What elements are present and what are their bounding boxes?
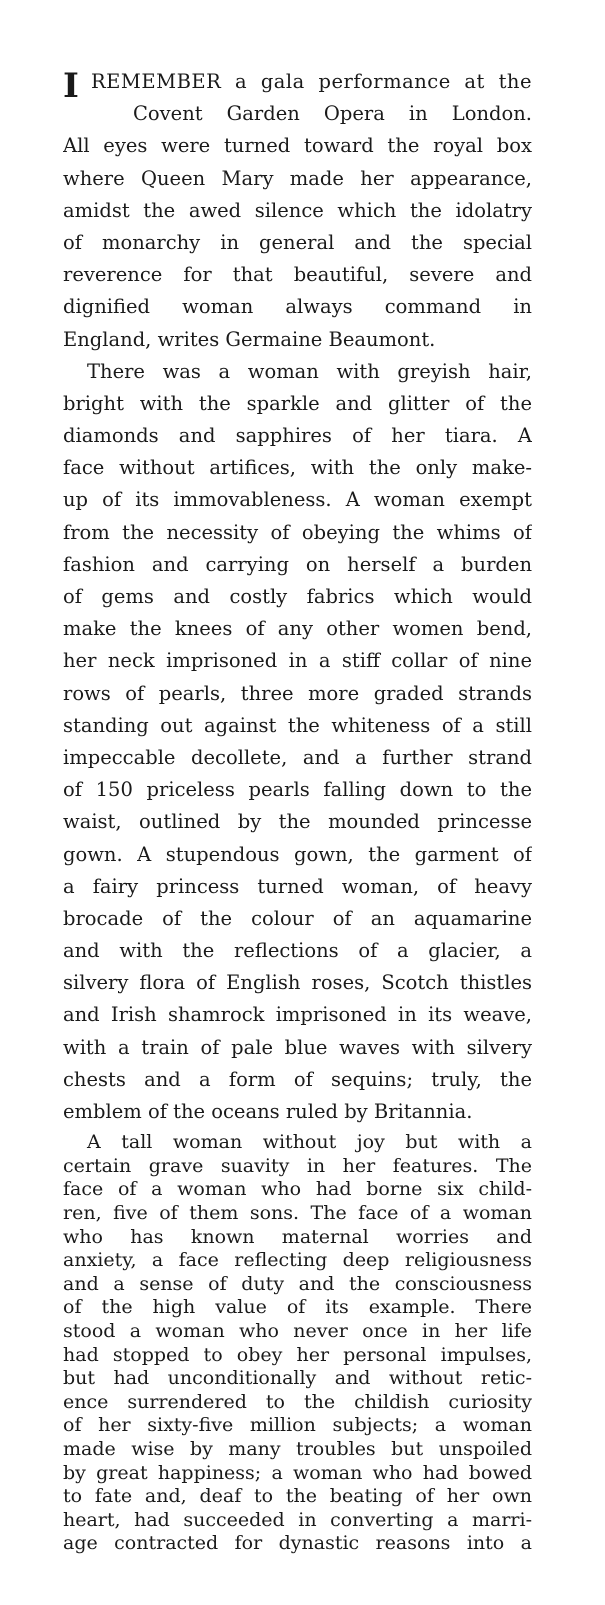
paragraph-1-line: where Queen Mary made her appearance, <box>63 166 532 190</box>
paragraph-1-line: Covent Garden Opera in London. <box>133 102 532 126</box>
paragraph-3-line: anxiety, a face reflecting deep religiousness <box>63 1249 532 1272</box>
paragraph-3-line: to fate and, deaf to the beating of her own <box>63 1485 532 1508</box>
paragraph-2-line: make the knees of any other women bend, <box>63 617 532 641</box>
paragraph-2-line: rows of pearls, three more graded strands <box>63 681 532 705</box>
paragraph-2-line: up of its immovableness. A woman exempt <box>63 488 532 512</box>
paragraph-1-line: dignified woman always command in <box>63 295 532 319</box>
paragraph-3-line: face of a woman who had borne six child- <box>63 1178 532 1201</box>
article-body-tight-spacing <box>63 1131 532 1556</box>
paragraph-3-line: but had unconditionally and without retic- <box>63 1367 532 1390</box>
paragraph-2-line: bright with the sparkle and glitter of the <box>63 391 532 415</box>
paragraph-2-line: face without artifices, with the only make- <box>63 456 532 480</box>
paragraph-2-line: gown. A stupendous gown, the garment of <box>63 842 532 866</box>
first-line-text: REMEMBER a gala performance at the <box>91 70 532 93</box>
paragraph-2-line: silvery flora of English roses, Scotch thistles <box>63 971 532 995</box>
paragraph-2-line: and Irish shamrock imprisoned in its weave, <box>63 1003 532 1027</box>
paragraph-3-line: who has known maternal worries and <box>63 1225 532 1248</box>
paragraph-3-line: ence surrendered to the childish curiosity <box>63 1390 532 1413</box>
article-column <box>63 66 532 1556</box>
paragraph-2-line: fashion and carrying on herself a burden <box>63 552 532 576</box>
paragraph-3-line: stood a woman who never once in her life <box>63 1319 532 1342</box>
paragraph-3-line: A tall woman without joy but with a <box>87 1131 532 1154</box>
paragraph-2-line: brocade of the colour of an aquamarine <box>63 906 532 930</box>
paragraph-3-line: made wise by many troubles but unspoiled <box>63 1437 532 1460</box>
paragraph-3-line: certain grave suavity in her features. The <box>63 1154 532 1177</box>
paragraph-2-line: chests and a form of sequins; truly, the <box>63 1067 532 1091</box>
paragraph-3-line: by great happiness; a woman who had bowed <box>63 1461 532 1484</box>
paragraph-2-line: from the necessity of obeying the whims of <box>63 520 532 544</box>
paragraph-1-line: All eyes were turned toward the royal box <box>63 134 532 158</box>
paragraph-3-line: heart, had succeeded in converting a marri- <box>63 1508 532 1531</box>
paragraph-1-line: of monarchy in general and the special <box>63 230 532 254</box>
paragraph-2-line: There was a woman with greyish hair, <box>87 359 532 383</box>
paragraph-2-line: of 150 priceless pearls falling down to the <box>63 778 532 802</box>
article-body-wide-spacing <box>63 66 532 1128</box>
paragraph-2-line: a fairy princess turned woman, of heavy <box>63 874 532 898</box>
paragraph-3-line: and a sense of duty and the consciousness <box>63 1272 532 1295</box>
paragraph-2-line: and with the reflections of a glacier, a <box>63 939 532 963</box>
paragraph-3-line: had stopped to obey her personal impulses, <box>63 1343 532 1366</box>
paragraph-2-line: standing out against the whiteness of a still <box>63 713 532 737</box>
paragraph-2-line: of gems and costly fabrics which would <box>63 585 532 608</box>
paragraph-2-line: impeccable decollete, and a further strand <box>63 745 532 769</box>
paragraph-3-line: age contracted for dynastic reasons into a <box>63 1532 532 1555</box>
paragraph-3-line: ren, five of them sons. The face of a woman <box>63 1201 532 1224</box>
paragraph-2-line: her neck imprisoned in a stiff collar of nine <box>63 649 532 673</box>
paragraph-1-line: reverence for that beautiful, severe and <box>63 263 532 287</box>
paragraph-2-line: waist, outlined by the mounded princesse <box>63 810 532 834</box>
paragraph-3-line: of her sixty-five million subjects; a woman <box>63 1414 532 1437</box>
paragraph-2-line: with a train of pale blue waves with silvery <box>63 1035 532 1059</box>
article-first-line <box>63 66 532 98</box>
paragraph-2-line: emblem of the oceans ruled by Britannia. <box>63 1100 473 1123</box>
paragraph-1-line: England, writes Germaine Beaumont. <box>63 327 436 351</box>
paragraph-1-line: amidst the awed silence which the idolatry <box>63 198 532 222</box>
drop-cap: I <box>63 66 79 99</box>
paragraph-3-line: of the high value of its example. There <box>63 1296 532 1319</box>
paragraph-2-line: diamonds and sapphires of her tiara. A <box>63 424 532 448</box>
